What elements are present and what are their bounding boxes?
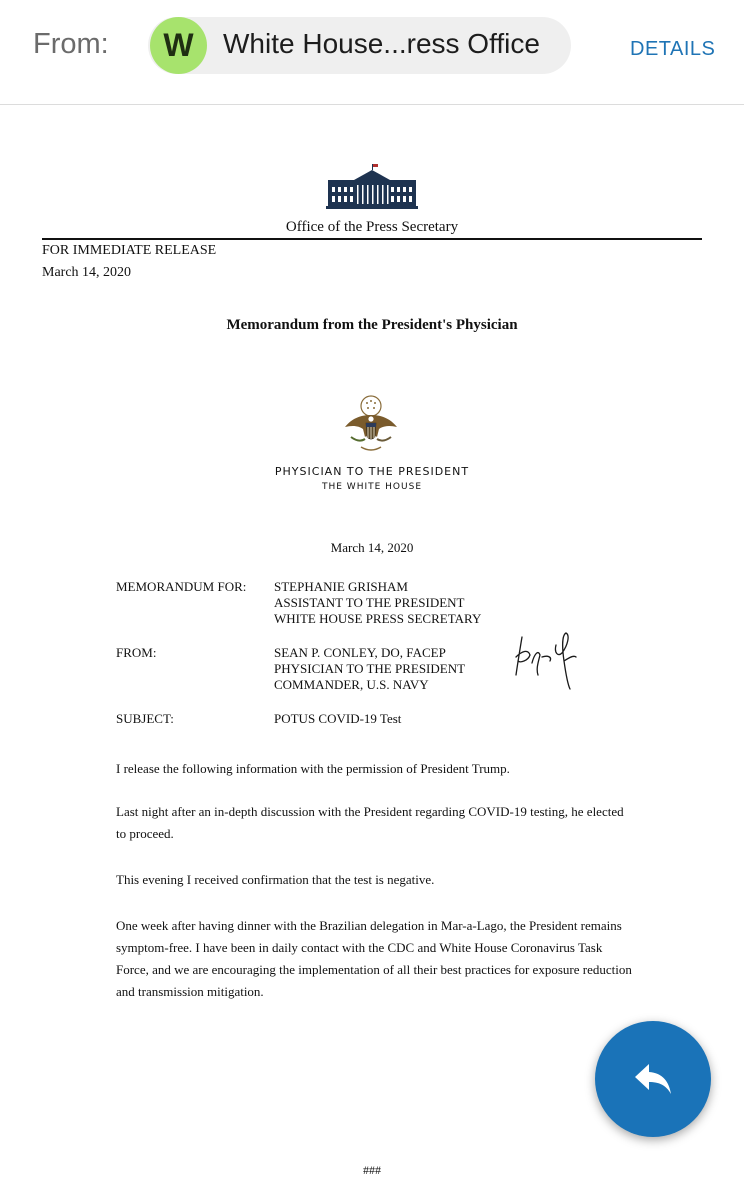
signature bbox=[508, 627, 584, 693]
from-field-label: FROM: bbox=[116, 645, 157, 660]
from-line: SEAN P. CONLEY, DO, FACEP bbox=[274, 645, 446, 660]
from-label: From: bbox=[33, 28, 109, 60]
release-notice: FOR IMMEDIATE RELEASE bbox=[42, 243, 217, 258]
details-button[interactable]: DETAILS bbox=[630, 38, 716, 60]
sender-avatar[interactable]: W bbox=[150, 17, 207, 74]
memo-paragraph: Last night after an in-depth discussion with the President regarding COVID-19 testing, he elected to proceed. bbox=[116, 804, 624, 841]
white-house-logo bbox=[326, 163, 418, 209]
release-date: March 14, 2020 bbox=[42, 265, 132, 280]
subject-value: POTUS COVID-19 Test bbox=[274, 711, 402, 726]
from-line: COMMANDER, U.S. NAVY bbox=[274, 677, 429, 692]
letterhead-title: PHYSICIAN TO THE PRESIDENT bbox=[274, 465, 470, 478]
memo-for-line: STEPHANIE GRISHAM bbox=[274, 579, 408, 594]
sender-name[interactable]: White House...ress Office bbox=[223, 28, 540, 59]
from-line: PHYSICIAN TO THE PRESIDENT bbox=[274, 661, 466, 676]
message-header bbox=[0, 0, 744, 105]
reply-icon bbox=[633, 1062, 673, 1096]
memo-paragraph: I release the following information with the permission of President Trump. bbox=[116, 761, 510, 776]
memo-date: March 14, 2020 bbox=[330, 540, 414, 555]
memo-for-line: WHITE HOUSE PRESS SECRETARY bbox=[274, 611, 482, 626]
header-rule bbox=[42, 238, 702, 240]
memo-for-label: MEMORANDUM FOR: bbox=[116, 579, 247, 594]
presidential-seal-icon bbox=[341, 393, 401, 455]
sender-chip[interactable] bbox=[148, 17, 571, 74]
letterhead-subtitle: THE WHITE HOUSE bbox=[321, 482, 423, 492]
office-title: Office of the Press Secretary bbox=[285, 219, 459, 235]
end-mark: ### bbox=[363, 1163, 381, 1177]
memo-title: Memorandum from the President's Physician bbox=[226, 317, 518, 333]
subject-label: SUBJECT: bbox=[116, 711, 174, 726]
reply-button[interactable] bbox=[595, 1021, 711, 1137]
memo-paragraph: This evening I received confirmation that the test is negative. bbox=[116, 872, 435, 887]
memo-paragraph: One week after having dinner with the Brazilian delegation in Mar-a-Lago, the President remains symptom-free. I have been in daily contact with the CDC and White House Coronavirus Task Force, and we are encouraging the implementation of all their best practices for exposure reduction and transmission mitigation. bbox=[116, 918, 632, 999]
memo-for-line: ASSISTANT TO THE PRESIDENT bbox=[274, 595, 465, 610]
